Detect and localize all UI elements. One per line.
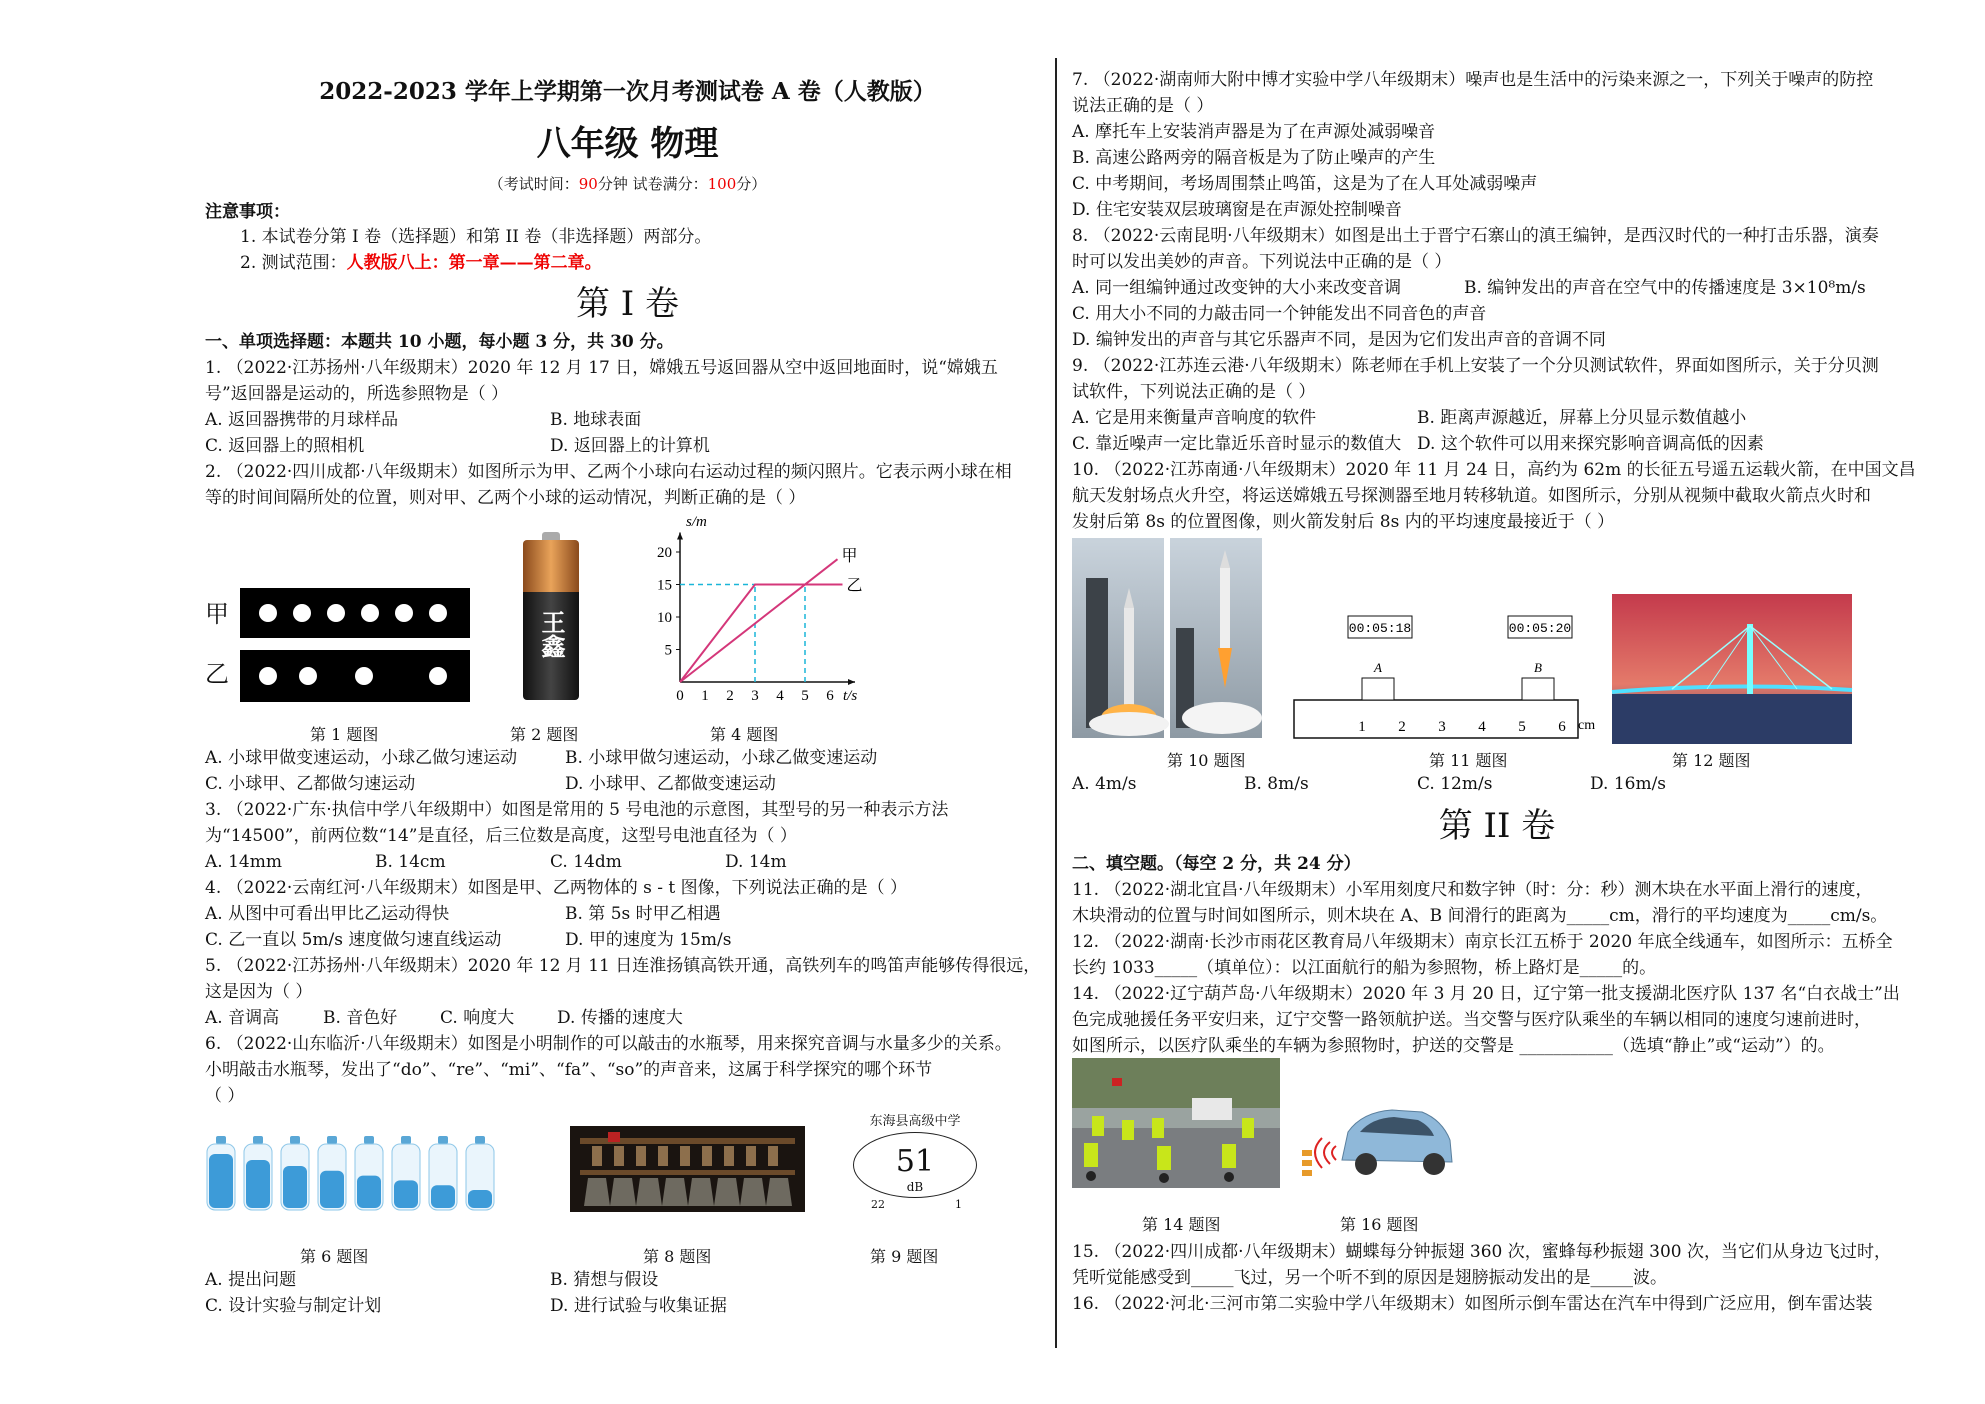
part1-title: 第 I 卷 — [575, 284, 680, 324]
bottle-cap — [364, 1136, 374, 1144]
q8-option-a: A. 同一组编钟通过改变钟的大小来改变音调 — [1072, 278, 1402, 298]
series-label-yi: 乙 — [846, 577, 863, 595]
block-label-a: A — [1374, 660, 1382, 675]
battery-brand: 王鑫 — [537, 610, 566, 658]
score-value: 100 — [707, 175, 737, 193]
bell-small — [724, 1146, 734, 1166]
y-axis-label: s/m — [686, 514, 707, 530]
q5-option-c: C. 响度大 — [440, 1008, 515, 1028]
fig8-chime-bells — [570, 1126, 805, 1212]
caption-fig16: 第 16 题图 — [1340, 1215, 1419, 1234]
q6-option-a: A. 提出问题 — [205, 1270, 297, 1290]
q2-line2: 等的时间间隔所处的位置，则对甲、乙两个小球的运动情况，判断正确的是（ ） — [205, 488, 806, 508]
y-tick-label: 15 — [657, 577, 672, 594]
exam-subject: 八年级 物理 — [536, 124, 719, 164]
caption-fig2: 第 2 题图 — [510, 725, 579, 744]
q6-option-b: B. 猜想与假设 — [550, 1270, 659, 1290]
notes-range-value: 人教版八上：第一章——第二章。 — [346, 253, 602, 273]
q1-option-b: B. 地球表面 — [550, 410, 642, 430]
q11-line1: 11. （2022·湖北宜昌·八年级期末）小军用刻度尺和数字钟（时：分：秒）测木块在水平面上滑行的速度， — [1072, 880, 1873, 900]
q8-line1: 8. （2022·云南昆明·八年级期末）如图是出土于晋宁石寨山的滇王编钟，是西汉时代的一种打击乐器，演奏 — [1072, 226, 1879, 246]
bell-small — [614, 1146, 624, 1166]
q7-option-b: B. 高速公路两旁的隔音板是为了防止噪声的产生 — [1072, 148, 1436, 168]
bell-large — [662, 1178, 688, 1206]
bottle-cap — [327, 1136, 337, 1144]
q12-line1: 12. （2022·湖南·长沙市雨花区教育局八年级期末）南京长江五桥于 2020 年底全线通车，如图所示：五桥全 — [1072, 932, 1893, 952]
bottle-cap — [438, 1136, 448, 1144]
q14-line3: 如图所示，以医疗队乘坐的车辆为参照物时，护送的交警是 ___________（选填“静止”或“运动”）的。 — [1072, 1036, 1835, 1056]
bottle-water — [283, 1166, 307, 1208]
section-1-heading: 一、单项选择题：本题共 10 小题，每小题 3 分，共 30 分。 — [205, 332, 674, 352]
bell-small — [746, 1146, 756, 1166]
time-value: 90 — [578, 175, 598, 193]
q6-line2: 小明敲击水瓶琴，发出了“do”、“re”、“mi”、“fa”、“so”的声音来，这属于科学探究的哪个环节 — [205, 1060, 933, 1080]
y-tick-label: 20 — [657, 545, 672, 561]
bell-large — [610, 1178, 636, 1206]
q3-line2: 为“14500”，前两位数“14”是直径，后三位数是高度，这型号电池直径为（ ） — [205, 826, 797, 846]
bell-large — [636, 1178, 662, 1206]
x-tick-label: 6 — [826, 688, 834, 704]
q5-line2: 这是因为（ ） — [205, 982, 313, 1002]
y-tick-label: 5 — [664, 642, 672, 659]
q9-line2: 试软件，下列说法正确的是（ ） — [1072, 382, 1316, 402]
meter-unit: dB — [906, 1180, 924, 1194]
fig12-bridge-photo — [1612, 594, 1852, 744]
q7-option-a: A. 摩托车上安装消声器是为了在声源处减弱噪音 — [1072, 122, 1436, 142]
q3-option-d: D. 14m — [725, 852, 787, 872]
q9-line1: 9. （2022·江苏连云港·八年级期末）陈老师在手机上安装了一个分贝测试软件，界面如图所示，关于分贝测 — [1072, 356, 1879, 376]
bell-large — [740, 1178, 766, 1206]
timer-text-a: 00:05:18 — [1348, 621, 1412, 636]
fig9-decibel-meter — [845, 1110, 985, 1220]
ruler-number: 2 — [1398, 719, 1406, 735]
caption-fig12: 第 12 题图 — [1672, 751, 1751, 770]
fig4-st-chart — [645, 512, 905, 712]
bottle-water — [394, 1180, 418, 1208]
q6-line3: （ ） — [205, 1086, 245, 1106]
caption-fig8: 第 8 题图 — [643, 1247, 712, 1266]
bell-small — [768, 1146, 778, 1166]
notes-range-label: 2. 测试范围： — [240, 253, 347, 273]
q3-option-c: C. 14dm — [550, 852, 622, 872]
q4-option-d: D. 甲的速度为 15m/s — [565, 930, 732, 950]
q8-line2: 时可以发出美妙的声音。下列说法中正确的是（ ） — [1072, 252, 1452, 272]
q8-option-c: C. 用大小不同的力敲击同一个钟能发出不同音色的声音 — [1072, 304, 1487, 324]
q3-option-b: B. 14cm — [375, 852, 446, 872]
caption-fig4: 第 4 题图 — [710, 725, 779, 744]
q9-option-a: A. 它是用来衡量声音响度的软件 — [1072, 408, 1317, 428]
caption-fig11: 第 11 题图 — [1429, 751, 1508, 770]
bell-small — [680, 1146, 690, 1166]
q1-line1: 1. （2022·江苏扬州·八年级期末）2020 年 12 月 17 日，嫦娥五号返回器从空中返回地面时，说“嫦娥五 — [205, 358, 998, 378]
bell-small — [658, 1146, 668, 1166]
series-line-yi — [680, 585, 843, 683]
score-unit: 分） — [736, 175, 767, 193]
q10-option-b: B. 8m/s — [1244, 774, 1309, 794]
bottle-water — [209, 1154, 233, 1208]
part2-title: 第 II 卷 — [1438, 806, 1556, 846]
q10-option-c: C. 12m/s — [1417, 774, 1493, 794]
ruler-number: 1 — [1358, 719, 1366, 735]
q9-option-b: B. 距离声源越近，屏幕上分贝显示数值越小 — [1417, 408, 1747, 428]
x-tick-label: 5 — [801, 688, 809, 704]
notes-item-2 — [240, 251, 602, 275]
fig1-label-yi: 乙 — [205, 660, 229, 688]
q7-line1: 7. （2022·湖南师大附中博才实验中学八年级期末）噪声也是生活中的污染来源之一，下列关于噪声的防控 — [1072, 70, 1874, 90]
bell-large — [714, 1178, 740, 1206]
caption-fig6: 第 6 题图 — [300, 1247, 369, 1266]
ruler-number: 4 — [1478, 719, 1486, 735]
x-tick-label: 4 — [776, 688, 784, 704]
bottle-cap — [253, 1136, 263, 1144]
q12-line2: 长约 1033_____（填单位）：以江面航行的船为参照物，桥上路灯是_____的。 — [1072, 958, 1657, 978]
q10-line3: 发射后第 8s 的位置图像，则火箭发射后 8s 内的平均速度最接近于（ ） — [1072, 512, 1615, 532]
q2-line1: 2. （2022·四川成都·八年级期末）如图所示为甲、乙两个小球向右运动过程的频闪照片。它表示两小球在相 — [205, 462, 1012, 482]
section-2-heading: 二、填空题。（每空 2 分，共 24 分） — [1072, 854, 1361, 874]
fig16-car-radar — [1302, 1080, 1462, 1190]
q9-option-c: C. 靠近噪声一定比靠近乐音时显示的数值大 — [1072, 434, 1402, 454]
exam-meta — [205, 172, 1050, 196]
q4-option-c: C. 乙一直以 5m/s 速度做匀速直线运动 — [205, 930, 502, 950]
meter-right-value: 1 — [955, 1198, 962, 1211]
meter-value: 51 — [895, 1144, 935, 1179]
q9-option-d: D. 这个软件可以用来探究影响音调高低的因素 — [1417, 434, 1764, 454]
time-unit: 分钟 试卷满分： — [597, 175, 708, 193]
q8-option-b: B. 编钟发出的声音在空气中的传播速度是 3×10⁸m/s — [1464, 278, 1866, 298]
ruler-number: 6 — [1558, 719, 1566, 735]
q2-option-d: D. 小球甲、乙都做变速运动 — [565, 774, 776, 794]
q4-line1: 4. （2022·云南红河·八年级期末）如图是甲、乙两物体的 s - t 图像，下列说法正确的是（ ） — [205, 878, 908, 898]
column-divider — [1055, 58, 1057, 1348]
bell-large — [584, 1178, 610, 1206]
q10-line1: 10. （2022·江苏南通·八年级期末）2020 年 11 月 24 日，高约为 62m 的长征五号遥五运载火箭，在中国文昌 — [1072, 460, 1916, 480]
q14-line1: 14. （2022·辽宁葫芦岛·八年级期末）2020 年 3 月 20 日，辽宁第一批支援湖北医疗队 137 名“白衣战士”出 — [1072, 984, 1900, 1004]
q5-option-b: B. 音色好 — [323, 1008, 398, 1028]
timer-text-b: 00:05:20 — [1508, 621, 1572, 636]
q3-line1: 3. （2022·广东·执信中学八年级期中）如图是常用的 5 号电池的示意图，其型号的另一种表示方法 — [205, 800, 949, 820]
q2-option-b: B. 小球甲做匀速运动，小球乙做变速运动 — [565, 748, 878, 768]
bottle-water — [246, 1160, 270, 1208]
q4-option-b: B. 第 5s 时甲乙相遇 — [565, 904, 721, 924]
x-tick-label: 2 — [726, 688, 734, 704]
q2-option-c: C. 小球甲、乙都做匀速运动 — [205, 774, 416, 794]
q6-line1: 6. （2022·山东临沂·八年级期末）如图是小明制作的可以敲击的水瓶琴，用来探究音调与水量多少的关系。 — [205, 1034, 1012, 1054]
fig2-battery — [523, 532, 579, 704]
bottle-cap — [290, 1136, 300, 1144]
q6-option-c: C. 设计实验与制定计划 — [205, 1296, 382, 1316]
fig1-label-jia: 甲 — [205, 600, 229, 628]
caption-fig1: 第 1 题图 — [310, 725, 379, 744]
q15-line1: 15. （2022·四川成都·八年级期末）蝴蝶每分钟振翅 360 次，蜜蜂每秒振翅 300 次，当它们从身边飞过时， — [1072, 1242, 1892, 1262]
q10-line2: 航天发射场点火升空，将运送嫦娥五号探测器至地月转移轨道。如图所示，分别从视频中截取火箭点火时和 — [1072, 486, 1871, 506]
fig14-escort-photo — [1072, 1058, 1280, 1188]
fig1-strobe-image — [240, 588, 470, 708]
bottle-cap — [216, 1136, 226, 1144]
q1-option-c: C. 返回器上的照相机 — [205, 436, 365, 456]
bottle-water — [431, 1185, 455, 1208]
q2-option-a: A. 小球甲做变速运动，小球乙做匀速运动 — [205, 748, 518, 768]
q16-line1: 16. （2022·河北·三河市第二实验中学八年级期末）如图所示倒车雷达在汽车中得到广泛应用，倒车雷达装 — [1072, 1294, 1873, 1314]
x-tick-label: 1 — [701, 688, 709, 704]
ruler-number: 5 — [1518, 719, 1526, 735]
ruler-body — [1294, 700, 1578, 738]
bell-large — [688, 1178, 714, 1206]
series-label-jia: 甲 — [841, 548, 858, 566]
notes-item-1: 1. 本试卷分第 I 卷（选择题）和第 II 卷（非选择题）两部分。 — [240, 227, 712, 247]
q11-line2: 木块滑动的位置与时间如图所示，则木块在 A、B 间滑行的距离为_____cm，滑行的平均速度为_____cm/s。 — [1072, 906, 1888, 926]
caption-fig9: 第 9 题图 — [870, 1247, 939, 1266]
q14-line2: 色完成驰援任务平安归来，辽宁交警一路领航护送。当交警与医疗队乘坐的车辆以相同的速度匀速前进时， — [1072, 1010, 1871, 1030]
q7-option-d: D. 住宅安装双层玻璃窗是在声源处控制噪音 — [1072, 200, 1402, 220]
q1-option-a: A. 返回器携带的月球样品 — [205, 410, 399, 430]
x-axis-arrow — [848, 679, 855, 685]
fig6-water-bottles — [205, 1134, 505, 1214]
q7-line2: 说法正确的是（ ） — [1072, 96, 1214, 116]
q7-option-c: C. 中考期间，考场周围禁止鸣笛，这是为了在人耳处减弱噪声 — [1072, 174, 1538, 194]
y-tick-label: 10 — [657, 610, 672, 626]
bottle-water — [320, 1171, 344, 1208]
meter-left-value: 22 — [871, 1198, 885, 1211]
bell-small — [592, 1146, 602, 1166]
time-label: （考试时间： — [488, 175, 579, 193]
q1-line2: 号”返回器是运动的，所选参照物是（ ） — [205, 384, 509, 404]
wood-block-a — [1362, 678, 1394, 700]
q5-option-d: D. 传播的速度大 — [557, 1008, 683, 1028]
q5-line1: 5. （2022·江苏扬州·八年级期末）2020 年 12 月 11 日连淮扬镇高铁开通，高铁列车的鸣笛声能够传得很远， — [205, 956, 1041, 976]
exam-title: 2022-2023 学年上学期第一次月考测试卷 A 卷（人教版） — [319, 78, 936, 105]
bell-small — [636, 1146, 646, 1166]
y-axis-arrow — [677, 533, 683, 540]
meter-school: 东海县高级中学 — [869, 1114, 961, 1129]
fig10-rocket-photos — [1072, 538, 1262, 738]
caption-fig10: 第 10 题图 — [1167, 751, 1246, 770]
x-axis-label: t/s — [843, 688, 858, 704]
q4-option-a: A. 从图中可看出甲比乙运动得快 — [205, 904, 450, 924]
q1-option-d: D. 返回器上的计算机 — [550, 436, 710, 456]
x-tick-label: 3 — [751, 688, 759, 704]
caption-fig14: 第 14 题图 — [1142, 1215, 1221, 1234]
q8-option-d: D. 编钟发出的声音与其它乐器声不同，是因为它们发出声音的音调不同 — [1072, 330, 1606, 350]
bell-large — [766, 1178, 792, 1206]
q10-option-a: A. 4m/s — [1072, 774, 1137, 794]
bottle-cap — [401, 1136, 411, 1144]
bottle-cap — [475, 1136, 485, 1144]
q6-option-d: D. 进行试验与收集证据 — [550, 1296, 727, 1316]
notes-heading: 注意事项： — [205, 202, 290, 222]
bottle-water — [357, 1176, 381, 1208]
q3-option-a: A. 14mm — [205, 852, 282, 872]
fig11-ruler — [1294, 614, 1596, 744]
q15-line2: 凭听觉能感受到_____飞过，另一个听不到的原因是翅膀振动发出的是_____波。 — [1072, 1268, 1667, 1288]
series-line-jia — [680, 559, 838, 682]
wood-block-b — [1522, 678, 1554, 700]
x-tick-label: 0 — [676, 688, 684, 704]
bell-small — [702, 1146, 712, 1166]
ruler-number: 3 — [1438, 719, 1446, 735]
block-label-b: B — [1534, 660, 1542, 675]
ruler-unit: cm — [1578, 718, 1596, 733]
bottle-water — [468, 1190, 492, 1208]
q10-option-d: D. 16m/s — [1590, 774, 1667, 794]
q5-option-a: A. 音调高 — [205, 1008, 280, 1028]
